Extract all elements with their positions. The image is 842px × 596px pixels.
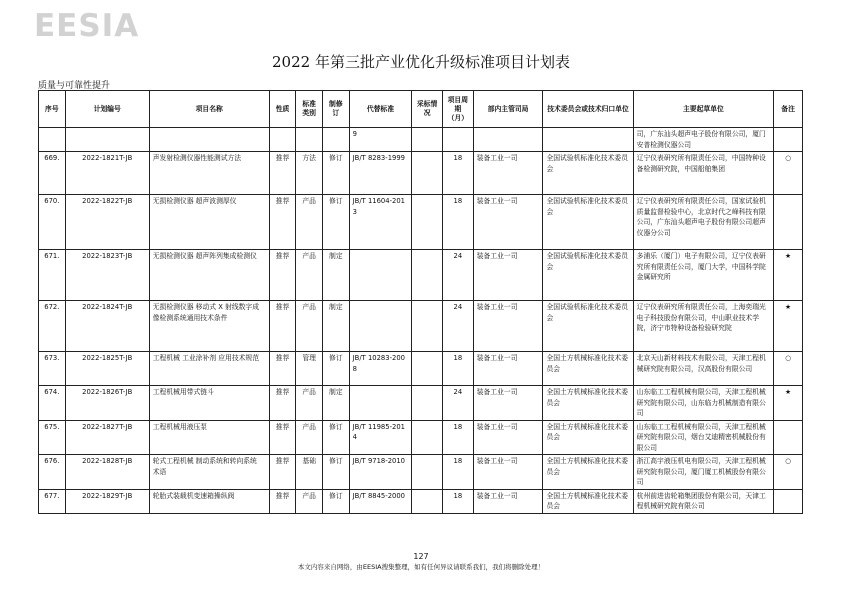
cell-period: 18 <box>442 195 473 250</box>
cell-name: 无损检测仪器 移动式 X 射线数字成像检测系统通用技术条件 <box>149 301 269 352</box>
table-row <box>39 455 803 490</box>
column-header: 采标情况 <box>412 91 443 128</box>
cell-dept: 装备工业一司 <box>473 152 543 195</box>
cell-code: 2022-1827T-JB <box>65 420 149 455</box>
cell-adopt <box>412 195 443 250</box>
cell-code: 2022-1824T-JB <box>65 301 149 352</box>
table-header-row <box>39 91 803 128</box>
cell-dept: 装备工业一司 <box>473 250 543 301</box>
column-header: 技术委员会或技术归口单位 <box>543 91 633 128</box>
page-title: 2022 年第三批产业优化升级标准项目计划表 <box>272 53 570 71</box>
cell-nature: 推荐 <box>269 301 296 352</box>
cell-code: 2022-1826T-JB <box>65 386 149 421</box>
cell-no: 676. <box>39 455 66 490</box>
column-header: 部内主管司局 <box>473 91 543 128</box>
cell-period: 24 <box>442 301 473 352</box>
table-row <box>39 250 803 301</box>
column-header: 项目名称 <box>149 91 269 128</box>
column-header: 备注 <box>774 91 803 128</box>
cell-replace: JB/T 9718-2010 <box>349 455 412 490</box>
cell-tc: 全国试验机标准化技术委员会 <box>543 152 633 195</box>
cell-category: 产品 <box>296 386 323 421</box>
cell-drafters: 浙江高宇液压机电有限公司，天津工程机械研究院有限公司，厦门厦工机械股份有限公司 <box>633 455 773 490</box>
cell-nature: 推荐 <box>269 489 296 513</box>
cell-dept: 装备工业一司 <box>473 455 543 490</box>
cell-tc: 全国试验机标准化技术委员会 <box>543 301 633 352</box>
cell-dept <box>473 128 543 152</box>
cell-nature: 推荐 <box>269 420 296 455</box>
cell-name: 工程机械用液压泵 <box>149 420 269 455</box>
cell-note: ★ <box>774 301 803 352</box>
cell-adopt <box>412 420 443 455</box>
cell-category: 基础 <box>296 455 323 490</box>
column-header: 制修订 <box>323 91 350 128</box>
cell-nature: 推荐 <box>269 386 296 421</box>
cell-drafters: 辽宁仪表研究所有限责任公司，国家试验机质量监督检验中心，北京时代之峰科技有限公司，广东汕头超声电子股份有限公司超声仪器分公司 <box>633 195 773 250</box>
cell-replace: 9 <box>349 128 412 152</box>
cell-drafters: 山东临工工程机械有限公司，天津工程机械研究院有限公司，山东临力机械制造有限公司 <box>633 386 773 421</box>
cell-no: 674. <box>39 386 66 421</box>
cell-code <box>65 128 149 152</box>
eesia-logo: EESIA <box>34 8 140 44</box>
column-header: 项目周期（月） <box>442 91 473 128</box>
cell-no: 669. <box>39 152 66 195</box>
cell-rev: 修订 <box>323 455 350 490</box>
cell-adopt <box>412 455 443 490</box>
cell-tc: 全国土方机械标准化技术委员会 <box>543 420 633 455</box>
cell-drafters: 多浦乐（厦门）电子有限公司，辽宁仪表研究所有限责任公司，厦门大学，中国科学院金属研究所 <box>633 250 773 301</box>
cell-rev: 修订 <box>323 352 350 386</box>
cell-code: 2022-1829T-JB <box>65 489 149 513</box>
cell-period: 18 <box>442 489 473 513</box>
cell-category: 管理 <box>296 352 323 386</box>
cell-note: ○ <box>774 352 803 386</box>
column-header: 序号 <box>39 91 66 128</box>
cell-drafters: 山东临工工程机械有限公司，天津工程机械研究院有限公司，烟台艾迪精密机械股份有限公司 <box>633 420 773 455</box>
cell-note <box>774 489 803 513</box>
cell-no: 672. <box>39 301 66 352</box>
cell-replace: JB/T 8845-2000 <box>349 489 412 513</box>
table-row <box>39 352 803 386</box>
cell-tc: 全国试验机标准化技术委员会 <box>543 250 633 301</box>
cell-note <box>774 128 803 152</box>
cell-tc <box>543 128 633 152</box>
cell-drafters: 司，广东汕头超声电子股份有限公司，厦门安普检测仪器公司 <box>633 128 773 152</box>
cell-name: 轮胎式装载机变速箱操纵阀 <box>149 489 269 513</box>
cell-tc: 全国土方机械标准化技术委员会 <box>543 386 633 421</box>
cell-note <box>774 420 803 455</box>
cell-code: 2022-1822T-JB <box>65 195 149 250</box>
footer-note: 本文内容来自网络，由EESIA搜集整理，如有任何异议请联系我们，我们将删除处理！ <box>297 563 545 571</box>
cell-category: 方法 <box>296 152 323 195</box>
column-header: 标准类别 <box>296 91 323 128</box>
cell-tc: 全国土方机械标准化技术委员会 <box>543 455 633 490</box>
cell-name: 工程机械 工业涂补剂 应用技术规范 <box>149 352 269 386</box>
cell-period: 18 <box>442 352 473 386</box>
cell-code: 2022-1825T-JB <box>65 352 149 386</box>
cell-no: 675. <box>39 420 66 455</box>
cell-rev <box>323 128 350 152</box>
table-row <box>39 128 803 152</box>
cell-name: 声发射检测仪器性能测试方法 <box>149 152 269 195</box>
table-row <box>39 489 803 513</box>
cell-period: 24 <box>442 250 473 301</box>
column-header: 性质 <box>269 91 296 128</box>
cell-category: 产品 <box>296 250 323 301</box>
cell-dept: 装备工业一司 <box>473 352 543 386</box>
cell-rev: 修订 <box>323 489 350 513</box>
cell-drafters: 杭州前进齿轮箱集团股份有限公司，天津工程机械研究院有限公司 <box>633 489 773 513</box>
cell-period: 18 <box>442 455 473 490</box>
section-subtitle: 质量与可靠性提升 <box>38 81 111 91</box>
column-header: 代替标准 <box>349 91 412 128</box>
cell-period: 18 <box>442 420 473 455</box>
cell-dept: 装备工业一司 <box>473 195 543 250</box>
table-row <box>39 420 803 455</box>
cell-no <box>39 128 66 152</box>
cell-nature: 推荐 <box>269 352 296 386</box>
cell-note: ★ <box>774 250 803 301</box>
cell-nature: 推荐 <box>269 455 296 490</box>
page-number: 127 <box>413 552 429 561</box>
cell-nature: 推荐 <box>269 195 296 250</box>
cell-replace: JB/T 11985-2014 <box>349 420 412 455</box>
cell-name: 无损检测仪器 超声波测厚仪 <box>149 195 269 250</box>
cell-rev: 修订 <box>323 420 350 455</box>
cell-code: 2022-1821T-JB <box>65 152 149 195</box>
cell-adopt <box>412 489 443 513</box>
cell-nature <box>269 128 296 152</box>
cell-no: 677. <box>39 489 66 513</box>
cell-nature: 推荐 <box>269 250 296 301</box>
cell-category: 产品 <box>296 420 323 455</box>
cell-replace: JB/T 8283-1999 <box>349 152 412 195</box>
cell-category: 产品 <box>296 301 323 352</box>
table-row <box>39 195 803 250</box>
cell-tc: 全国土方机械标准化技术委员会 <box>543 352 633 386</box>
cell-rev: 制定 <box>323 250 350 301</box>
cell-dept: 装备工业一司 <box>473 301 543 352</box>
cell-replace <box>349 250 412 301</box>
table-row <box>39 386 803 421</box>
cell-replace: JB/T 11604-2013 <box>349 195 412 250</box>
standards-plan-table <box>38 90 803 514</box>
cell-drafters: 辽宁仪表研究所有限责任公司，上海奕瑞光电子科技股份有限公司，中山职业技术学院，济宁市特种设备检验研究院 <box>633 301 773 352</box>
cell-replace <box>349 301 412 352</box>
cell-period: 24 <box>442 386 473 421</box>
cell-tc: 全国土方机械标准化技术委员会 <box>543 489 633 513</box>
cell-adopt <box>412 128 443 152</box>
cell-no: 673. <box>39 352 66 386</box>
cell-rev: 修订 <box>323 195 350 250</box>
cell-dept: 装备工业一司 <box>473 386 543 421</box>
cell-category <box>296 128 323 152</box>
cell-note: ★ <box>774 386 803 421</box>
column-header: 主要起草单位 <box>633 91 773 128</box>
cell-adopt <box>412 386 443 421</box>
cell-name: 工程机械用带式链斗 <box>149 386 269 421</box>
cell-drafters: 北京天山新材料技术有限公司，天津工程机械研究院有限公司，汉高股份有限公司 <box>633 352 773 386</box>
cell-code: 2022-1828T-JB <box>65 455 149 490</box>
cell-replace <box>349 386 412 421</box>
cell-replace: JB/T 10283-2008 <box>349 352 412 386</box>
cell-category: 产品 <box>296 195 323 250</box>
cell-name <box>149 128 269 152</box>
cell-no: 671. <box>39 250 66 301</box>
cell-dept: 装备工业一司 <box>473 420 543 455</box>
cell-period <box>442 128 473 152</box>
cell-name: 轮式工程机械 制动系统和转向系统 术语 <box>149 455 269 490</box>
cell-code: 2022-1823T-JB <box>65 250 149 301</box>
cell-adopt <box>412 250 443 301</box>
cell-name: 无损检测仪器 超声阵列集成检测仪 <box>149 250 269 301</box>
cell-category: 产品 <box>296 489 323 513</box>
cell-adopt <box>412 301 443 352</box>
cell-note <box>774 195 803 250</box>
cell-nature: 推荐 <box>269 152 296 195</box>
cell-period: 18 <box>442 152 473 195</box>
cell-adopt <box>412 352 443 386</box>
cell-tc: 全国试验机标准化技术委员会 <box>543 195 633 250</box>
cell-note: ○ <box>774 152 803 195</box>
cell-rev: 制定 <box>323 386 350 421</box>
cell-drafters: 辽宁仪表研究所有限责任公司，中国特种设备检测研究院，中国船舶集团 <box>633 152 773 195</box>
table-row <box>39 152 803 195</box>
cell-adopt <box>412 152 443 195</box>
cell-rev: 修订 <box>323 152 350 195</box>
cell-note: ○ <box>774 455 803 490</box>
column-header: 计划编号 <box>65 91 149 128</box>
cell-rev: 制定 <box>323 301 350 352</box>
cell-no: 670. <box>39 195 66 250</box>
table-row <box>39 301 803 352</box>
cell-dept: 装备工业一司 <box>473 489 543 513</box>
